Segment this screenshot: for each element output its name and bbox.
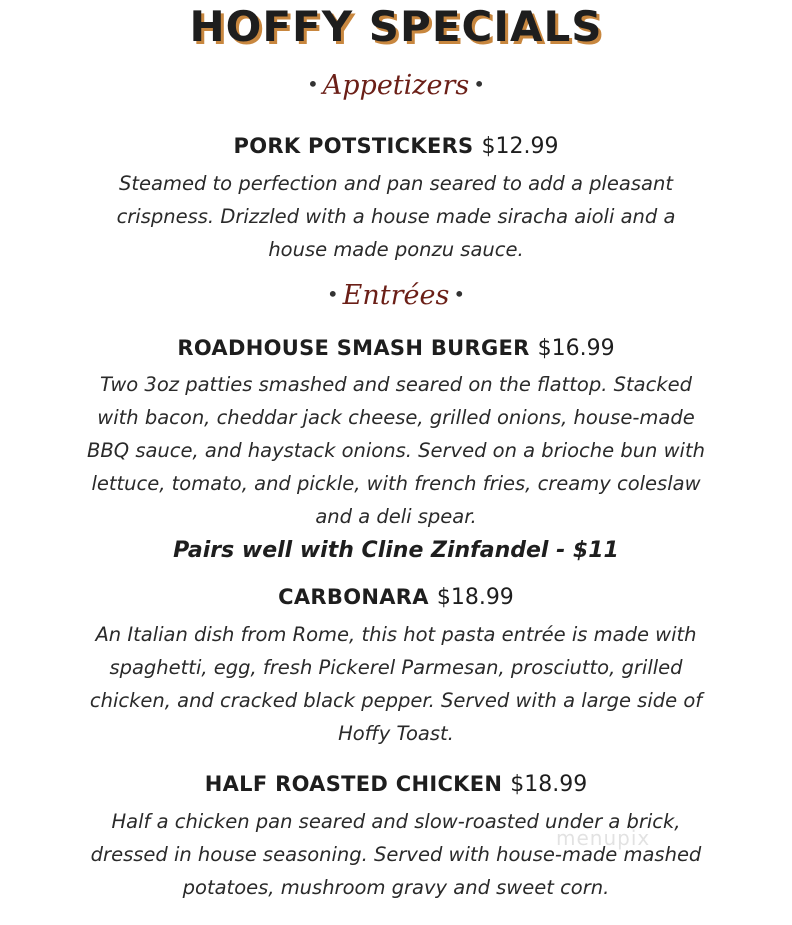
bullet-icon: • bbox=[326, 282, 339, 306]
description-line: BBQ sauce, and haystack onions. Served on a brioche bun with bbox=[87, 439, 705, 462]
bullet-icon: • bbox=[306, 72, 319, 96]
description-line: dressed in house seasoning. Served with house-made mashed bbox=[90, 843, 702, 866]
item-description bbox=[0, 805, 792, 904]
item-price: $18.99 bbox=[510, 772, 588, 797]
item-price: $18.99 bbox=[436, 585, 514, 610]
bullet-icon: • bbox=[453, 282, 466, 306]
menu-item-roadhouse-smash-burger bbox=[0, 336, 792, 361]
description-line: spaghetti, egg, fresh Pickerel Parmesan, prosciutto, grilled bbox=[109, 656, 683, 679]
description-line: Hoffy Toast. bbox=[338, 722, 454, 745]
item-price: $12.99 bbox=[481, 134, 559, 159]
description-line: potatoes, mushroom gravy and sweet corn. bbox=[182, 876, 610, 899]
description-line: Two 3oz patties smashed and seared on the flattop. Stacked bbox=[100, 373, 692, 396]
section-label: Entrées bbox=[342, 280, 450, 311]
description-line: chicken, and cracked black pepper. Served with a large side of bbox=[89, 689, 703, 712]
item-price: $16.99 bbox=[537, 336, 615, 361]
description-line: and a deli spear. bbox=[315, 505, 477, 528]
item-description bbox=[0, 167, 792, 266]
watermark: menupix bbox=[556, 826, 651, 850]
description-line: lettuce, tomato, and pickle, with french fries, creamy coleslaw bbox=[91, 472, 701, 495]
description-line: crispness. Drizzled with a house made siracha aioli and a bbox=[116, 205, 676, 228]
section-heading-entrees bbox=[0, 280, 792, 311]
item-name: CARBONARA bbox=[278, 585, 429, 609]
menu-item-half-roasted-chicken bbox=[0, 772, 792, 797]
item-name: HALF ROASTED CHICKEN bbox=[204, 772, 503, 796]
bullet-icon: • bbox=[473, 72, 486, 96]
description-line: with bacon, cheddar jack cheese, grilled onions, house-made bbox=[97, 406, 695, 429]
description-line: An Italian dish from Rome, this hot pasta entrée is made with bbox=[95, 623, 697, 646]
menu-item-carbonara bbox=[0, 585, 792, 610]
section-label: Appetizers bbox=[322, 70, 470, 101]
item-description bbox=[0, 618, 792, 750]
description-line: Steamed to perfection and pan seared to add a pleasant bbox=[119, 172, 673, 195]
item-description bbox=[0, 368, 792, 533]
wine-pairing: Pairs well with Cline Zinfandel - $11 bbox=[173, 538, 619, 563]
menu-title: HOFFY SPECIALS bbox=[189, 2, 603, 51]
description-line: Half a chicken pan seared and slow-roasted under a brick, bbox=[111, 810, 681, 833]
menu-item-pork-potstickers bbox=[0, 134, 792, 159]
item-name: ROADHOUSE SMASH BURGER bbox=[177, 336, 530, 360]
item-name: PORK POTSTICKERS bbox=[233, 134, 474, 158]
section-heading-appetizers bbox=[0, 70, 792, 101]
description-line: house made ponzu sauce. bbox=[268, 238, 524, 261]
